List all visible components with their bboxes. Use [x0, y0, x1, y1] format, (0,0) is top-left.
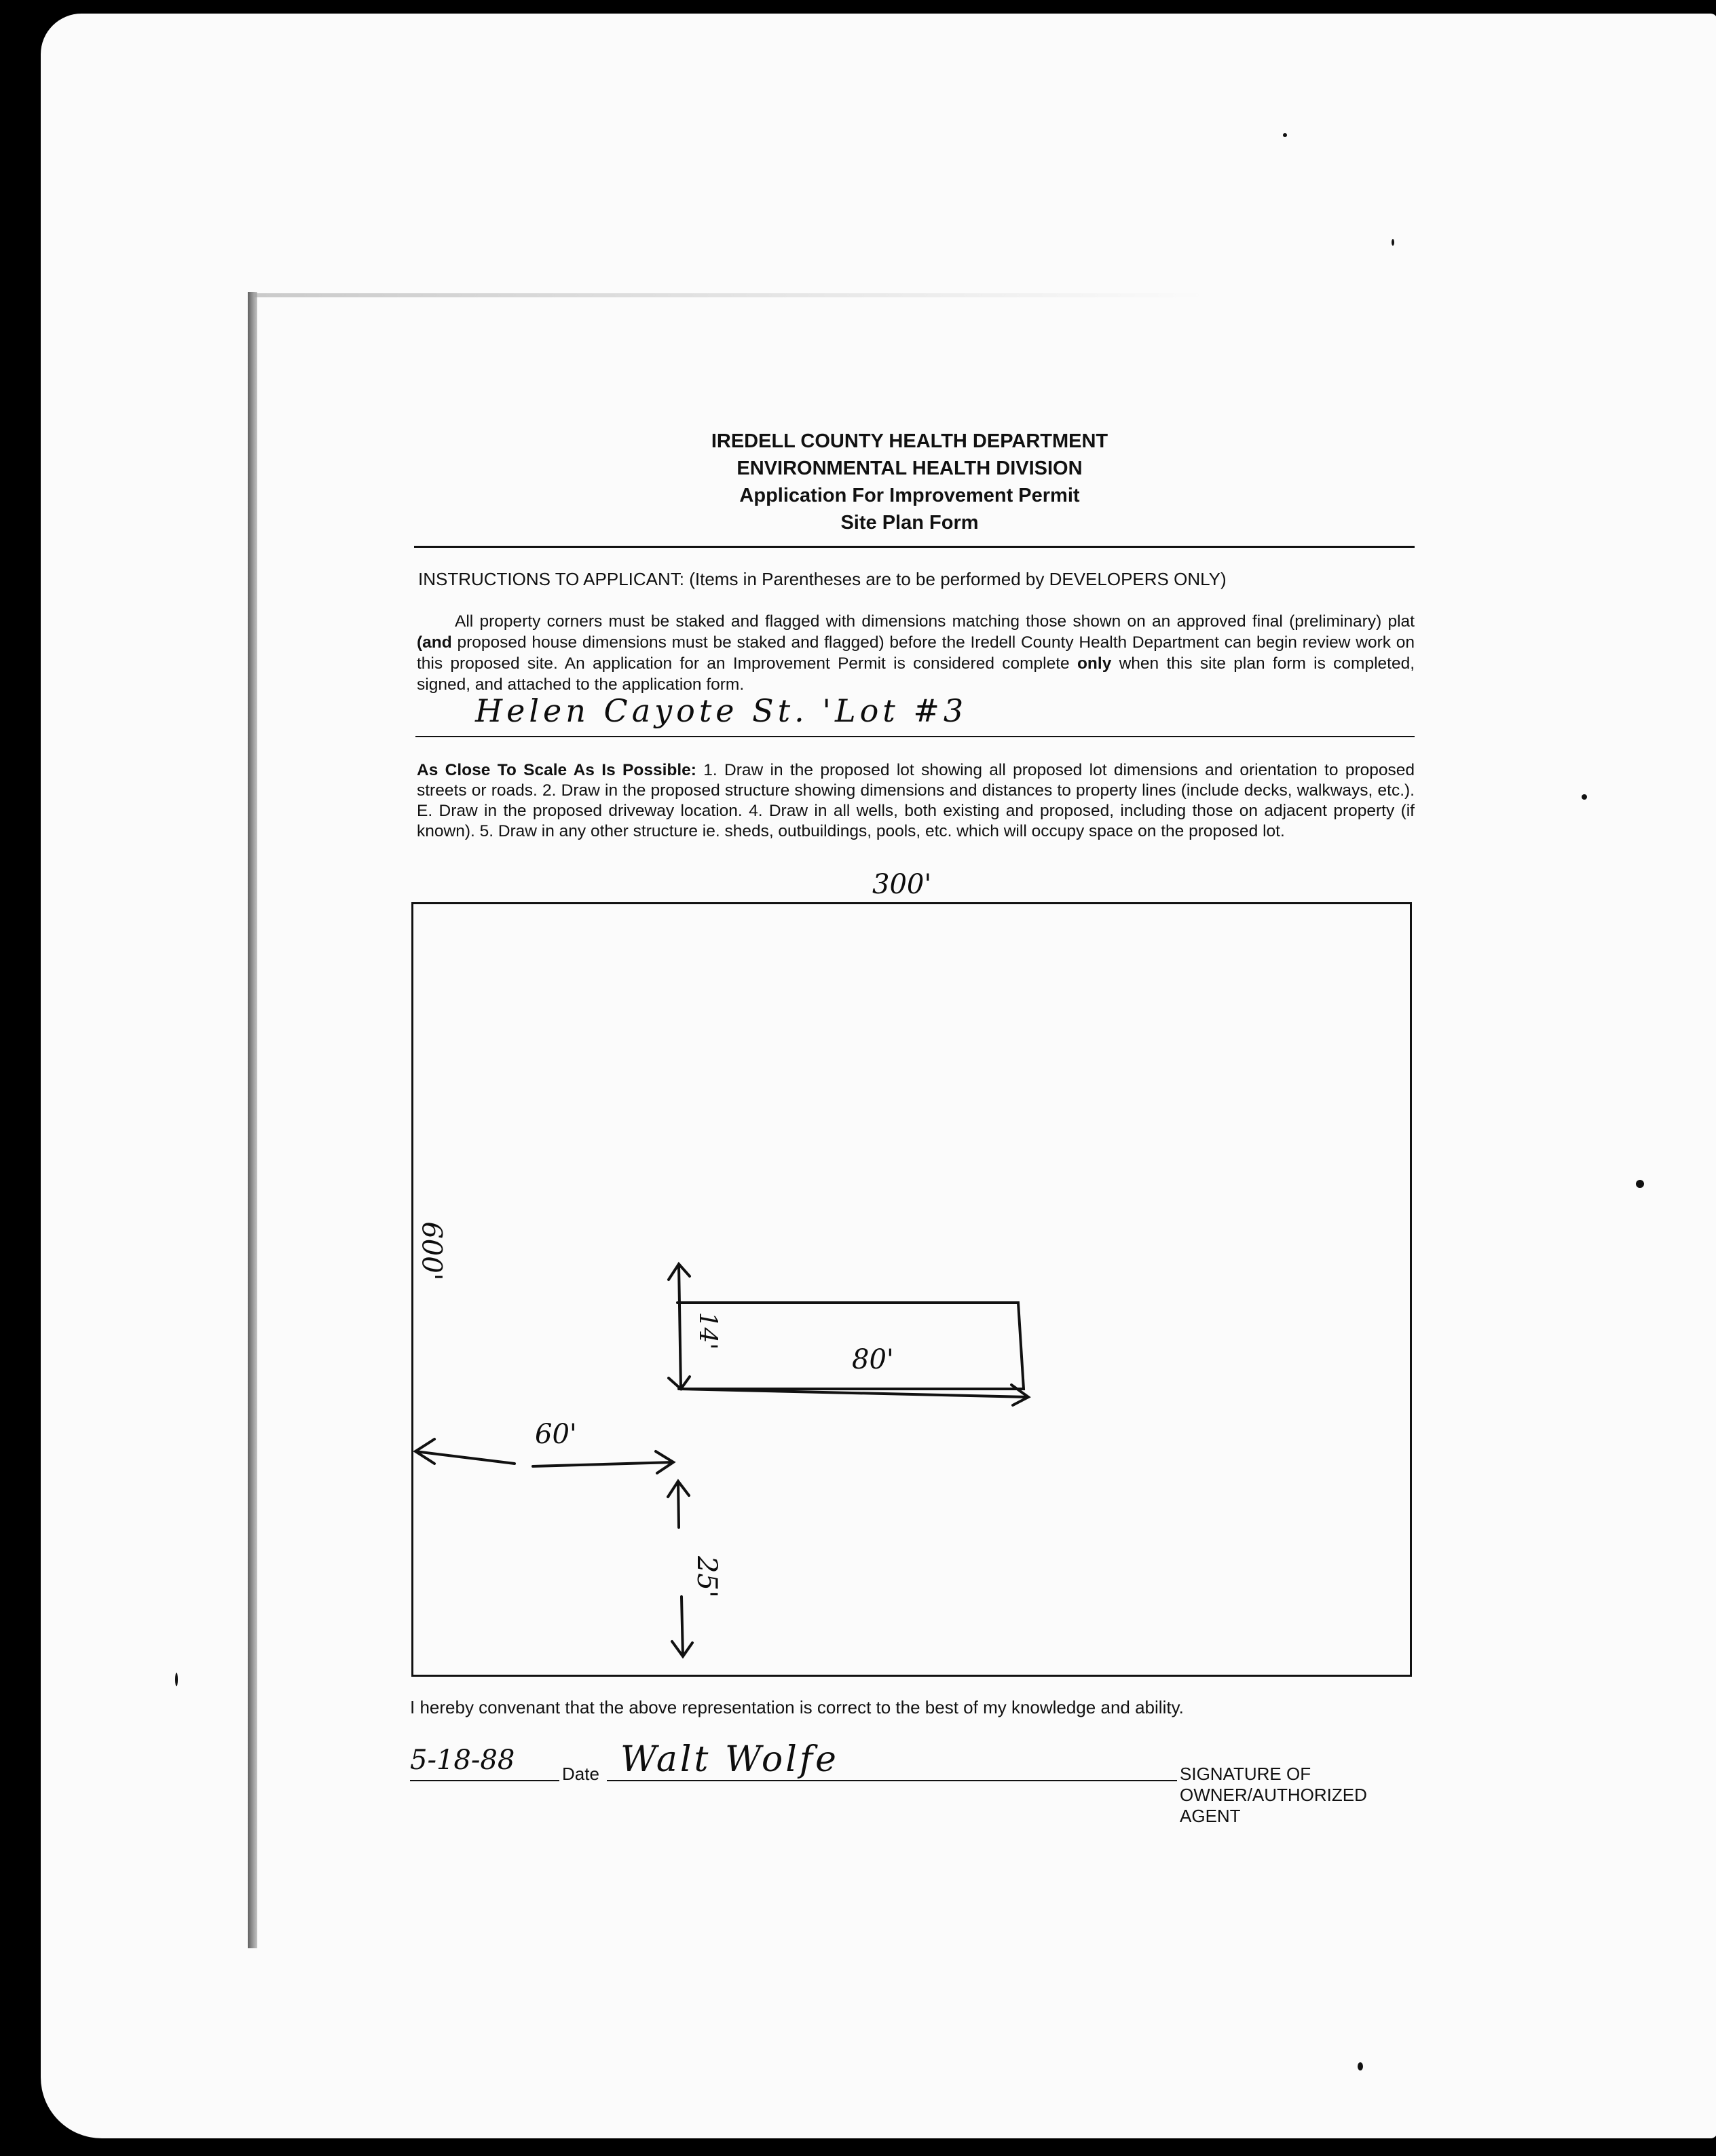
instr-bold: only: [1077, 654, 1112, 673]
form-title: Site Plan Form: [840, 512, 979, 534]
front-setback-arrow-down: [672, 1597, 692, 1656]
instr-text: All property corners must be staked and flagged with dimensions matching those shown on an approved final (preliminary) plat: [455, 612, 1415, 631]
structure-depth-arrow: [669, 1264, 690, 1389]
signature-label: SIGNATURE OF OWNER/AUTHORIZED AGENT: [1180, 1764, 1367, 1826]
scale-text: 1. Draw in the proposed lot showing all proposed lot dimensions and orientation to proposed streets or roads. 2. Draw in the proposed structure showing dimensions and distances to property lines (include decks, walkways, etc.). E. Draw in the proposed driveway location. 4. Draw in all wells, both existing and proposed, including those on adjacent property (if known). 5. Draw in any other structure ie. sheds, outbuildings, pools, etc. which will occupy space on the proposed lot.: [417, 761, 1415, 840]
instr-text: proposed house dimensions must be staked and flagged) before the Iredell County Health Department can begin review work on this proposed site. An application for an Improvement Permit is considered complete: [417, 633, 1415, 673]
lot-depth-label: 600': [415, 1221, 447, 1281]
department-title: IREDELL COUNTY HEALTH DEPARTMENT: [711, 430, 1108, 452]
date-value: 5-18-88: [410, 1745, 515, 1776]
certification-statement: I hereby convenant that the above representation is correct to the best of my knowledge and ability.: [410, 1697, 1184, 1717]
division-title: ENVIRONMENTAL HEALTH DIVISION: [736, 458, 1083, 479]
signature-value: Walt Wolfe: [620, 1739, 839, 1780]
application-title: Application For Improvement Permit: [739, 485, 1080, 506]
structure-outline: [677, 1303, 1024, 1389]
instr-text: when this site plan form is completed, signed, and attached to the application form.: [417, 654, 1415, 694]
side-setback-arrow-left: [415, 1439, 515, 1464]
instructions-heading: INSTRUCTIONS TO APPLICANT: (Items in Parentheses are to be performed by DEVELOPERS ONLY): [418, 569, 1227, 589]
scale-lead: As Close To Scale As Is Possible:: [417, 761, 696, 779]
date-line: [410, 1780, 559, 1781]
signature-line: [607, 1780, 1177, 1781]
date-label: Date: [562, 1764, 599, 1784]
side-setback-label: 60': [535, 1419, 577, 1450]
lot-width-label: 300': [872, 869, 932, 900]
structure-length-label: 80': [852, 1344, 894, 1375]
side-setback-arrow-right: [533, 1451, 673, 1473]
structure-depth-label: 14': [693, 1312, 722, 1350]
handwritten-location: Helen Cayote St. 'Lot #3: [475, 692, 968, 729]
front-setback-label: 25': [690, 1556, 722, 1598]
signature-row: [410, 1739, 1428, 1826]
front-setback-arrow-up: [668, 1481, 689, 1527]
instr-bold: (and: [417, 633, 452, 652]
